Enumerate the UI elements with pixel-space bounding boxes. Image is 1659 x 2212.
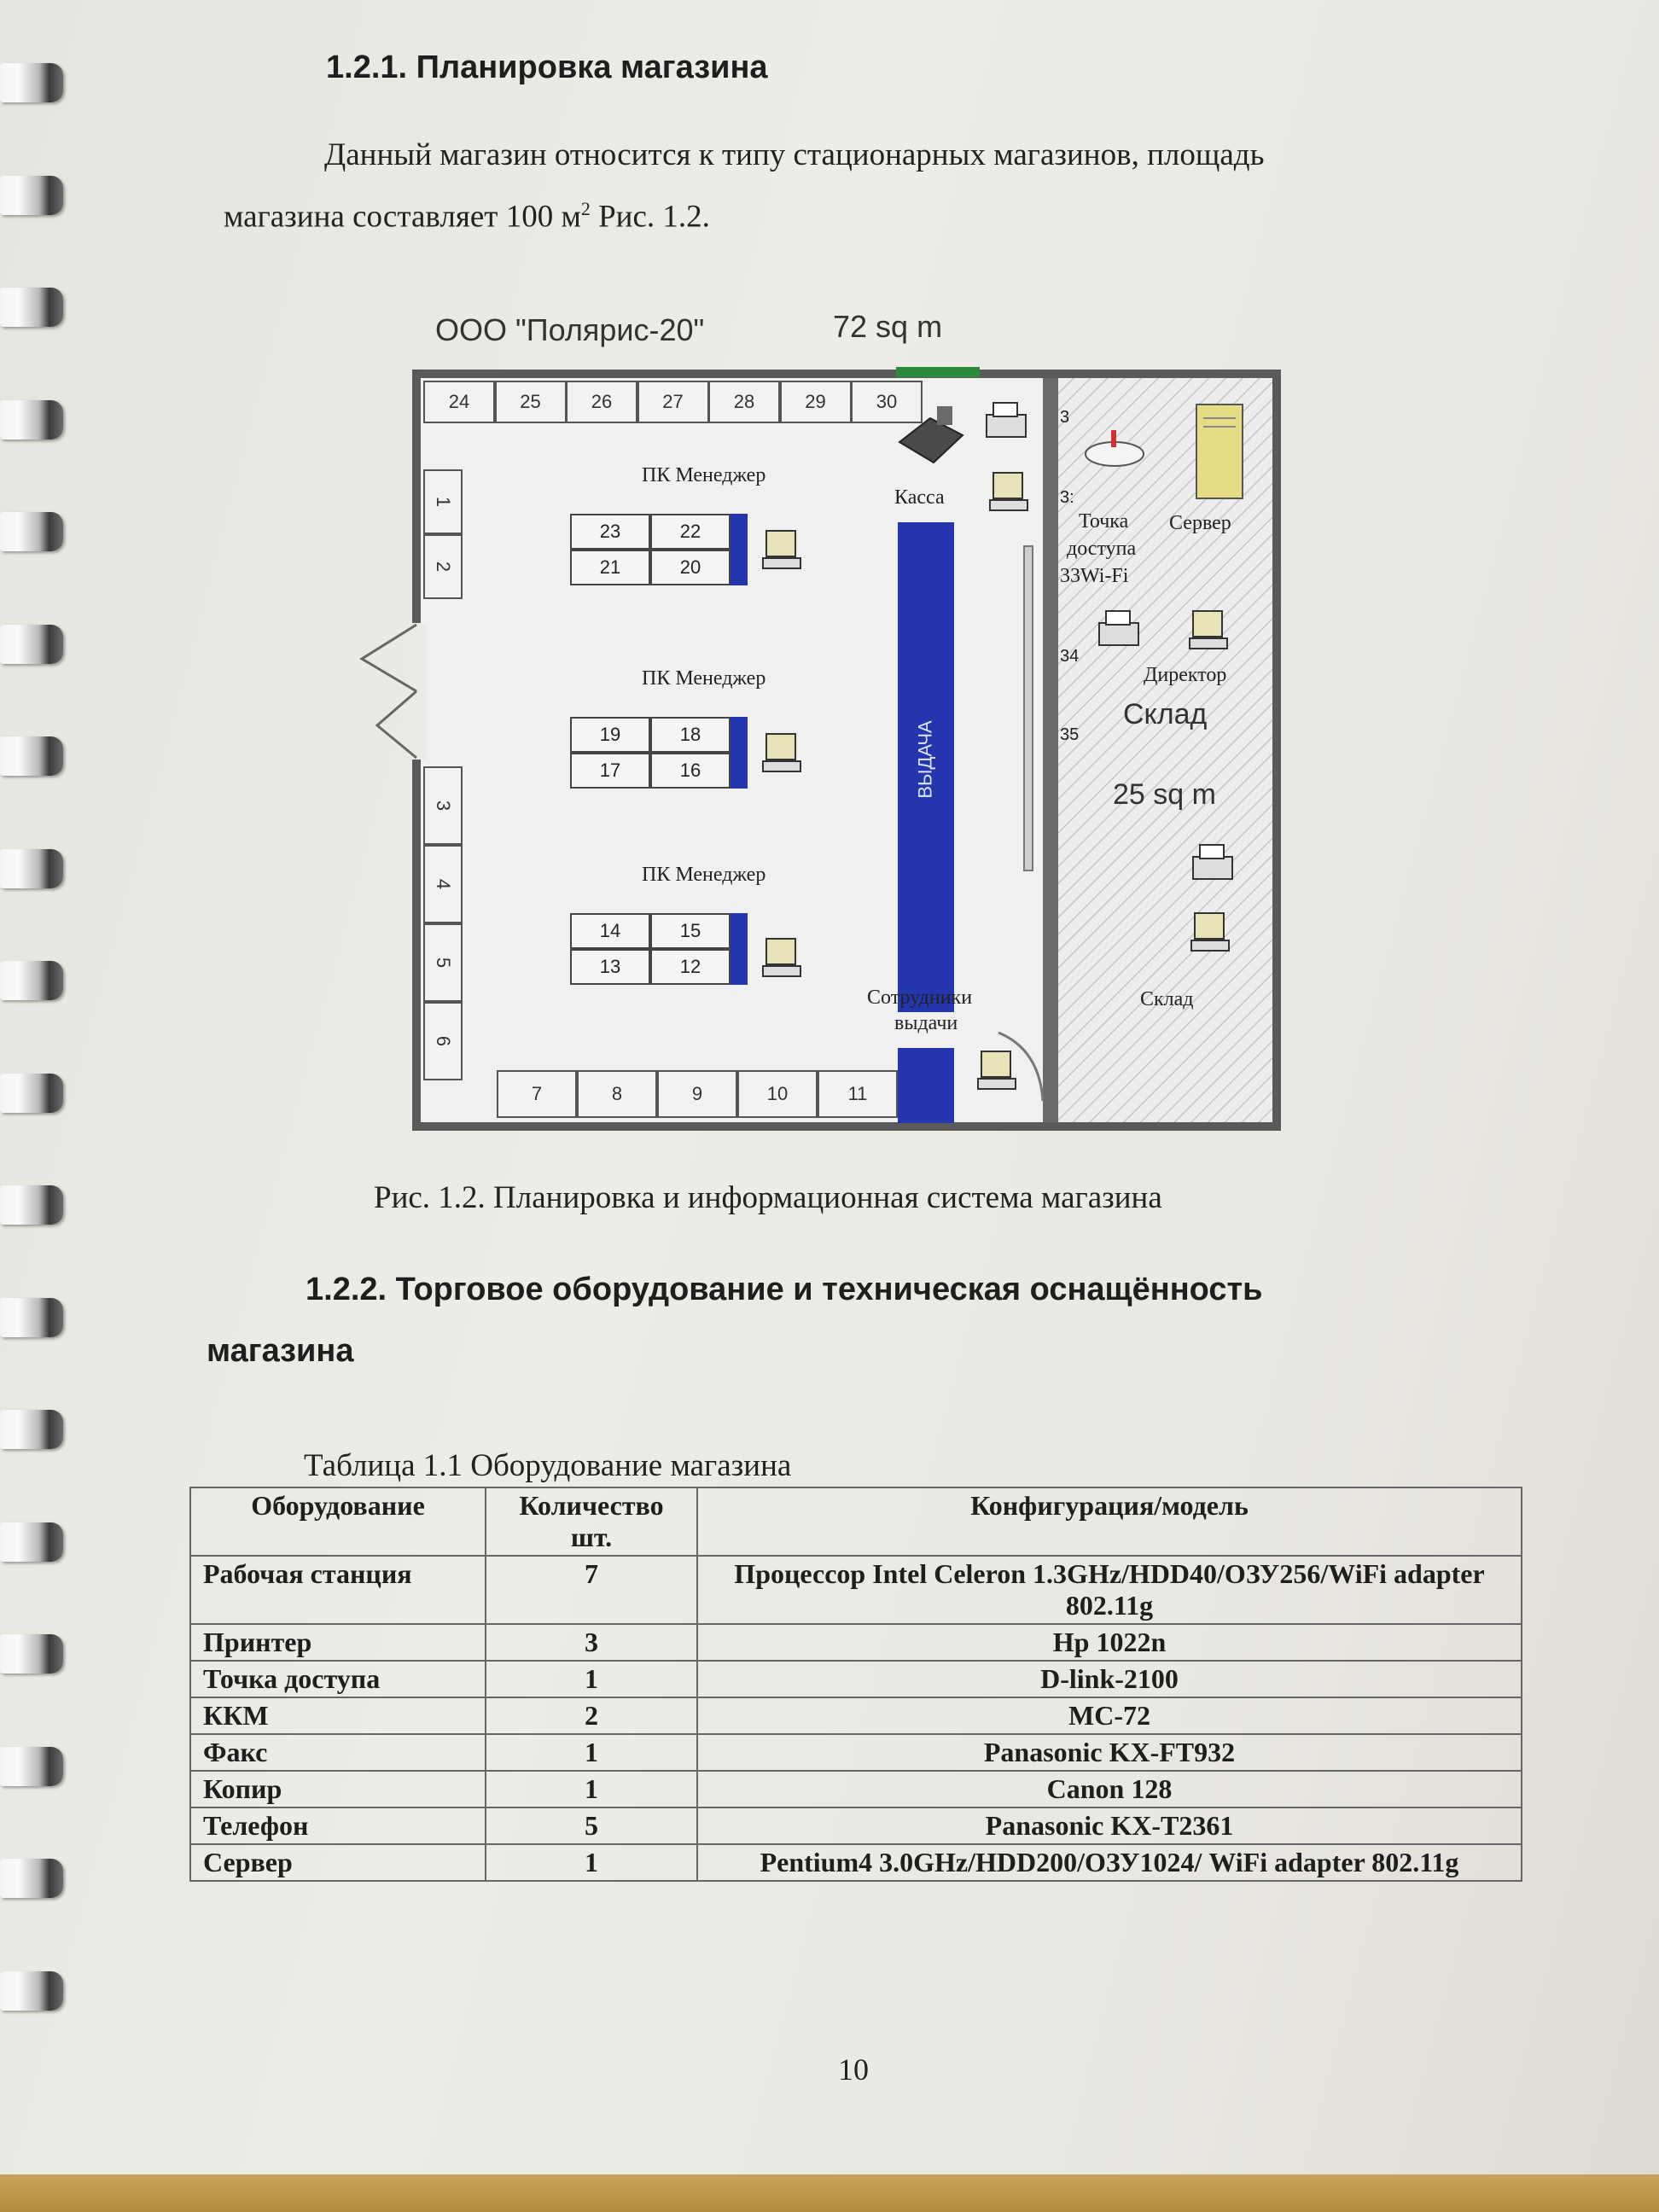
config-cell: Hp 1022n [697,1624,1522,1661]
staff-label-2: выдачи [894,1012,958,1034]
rack-cell [650,717,731,753]
director-label: Директор [1144,664,1227,686]
intro-line-2-sup: 2 [580,198,591,219]
room-number-33a: 3 [1060,408,1070,427]
config-cell: МС-72 [697,1697,1522,1734]
table-row [190,1844,1522,1881]
config-cell: Canon 128 [697,1771,1522,1807]
shelf-cell-label: 9 [691,1083,703,1104]
equipment-cell: Сервер [190,1844,486,1881]
binding-ring [0,1634,63,1674]
binding-ring [0,961,63,1000]
rack-cell-label: 20 [679,556,701,578]
shelf-cell [818,1070,898,1118]
binding-ring [0,1074,63,1113]
table-row [190,1734,1522,1771]
room-number-34: 34 [1060,647,1080,666]
table-row [190,1771,1522,1807]
quantity-cell: 3 [486,1624,697,1661]
config-cell: Процессор Intel Celeron 1.3GHz/HDD40/ОЗУ256/WiFi adapter 802.11g [697,1556,1522,1624]
access-point-icon [1080,425,1157,476]
table-row [190,1624,1522,1661]
quantity-cell: 5 [486,1807,697,1844]
computer-icon [1188,906,1239,958]
entrance-gap [408,623,427,760]
table-header-row [190,1487,1522,1556]
ap-label-2: доступа [1067,538,1137,560]
shelf-cell-label: 5 [433,957,454,969]
rack-cell-label: 21 [599,556,621,578]
partition-wall [1043,378,1058,1122]
table-row [190,1697,1522,1734]
binding-ring [0,1859,63,1898]
warehouse-area-label: 25 sq m [1113,778,1216,811]
config-cell: Panasonic KX-FT932 [697,1734,1522,1771]
rack-cell [570,717,650,753]
section-heading-equipment-line2: магазина [207,1333,354,1369]
shelf-cell [423,381,495,423]
table-row [190,1807,1522,1844]
counter-label-text: ВЫДАЧА [915,720,936,799]
computer-icon [760,727,811,778]
equipment-cell: Телефон [190,1807,486,1844]
rack-cell [650,913,731,949]
rack-cell-label: 15 [679,920,701,941]
shelf-cell [423,845,463,923]
server-icon [1191,401,1246,504]
computer-icon [1186,604,1237,655]
table-title: Таблица 1.1 Оборудование магазина [304,1448,792,1483]
desk-surface [0,2174,1659,2212]
intro-line-2-text: магазина составляет 100 м [224,199,581,235]
shelf-cell-label: 2 [433,561,454,573]
table-row [190,1661,1522,1697]
binding-ring [0,1410,63,1449]
warehouse-small-label: Склад [1140,988,1194,1010]
fax-icon [1188,840,1239,888]
server-label: Сервер [1169,512,1231,534]
shelf-cell-label: 7 [531,1083,543,1104]
intro-line-1: Данный магазин относится к типу стационарных магазинов, площадь [324,137,1265,172]
shelf-cell-label: 1 [433,496,454,508]
store-floor-plan [324,299,1289,1144]
config-cell: Panasonic KX-T2361 [697,1807,1522,1844]
shelf-cell [423,1002,463,1080]
rack-cell-label: 18 [679,724,701,745]
computer-icon [760,524,811,575]
binding-ring [0,1185,63,1225]
rack-cell [650,949,731,985]
intro-line-2-end: Рис. 1.2. [590,199,710,235]
company-name: ООО "Полярис-20" [435,312,705,347]
quantity-cell: 1 [486,1661,697,1697]
shelf-cell [423,469,463,534]
room-number-33b: 3: [1060,488,1074,507]
config-cell: Pentium4 3.0GHz/HDD200/ОЗУ1024/ WiFi adapter 802.11g [697,1844,1522,1881]
computer-icon [987,466,1038,517]
rack-cell [570,949,650,985]
ap-label-3: 33Wi-Fi [1060,565,1129,587]
shelf-cell-label: 11 [847,1083,868,1104]
header-quantity: Количество шт. [486,1487,697,1556]
rack-cell-label: 23 [599,521,621,542]
shelf-cell [737,1070,818,1118]
binding-ring [0,288,63,327]
staff-label-1: Сотрудники [867,987,973,1009]
computer-icon [760,932,811,983]
equipment-cell: Копир [190,1771,486,1807]
rack-end-bar [731,913,748,985]
config-cell: D-link-2100 [697,1661,1522,1697]
rack-cell-label: 17 [599,760,621,781]
ap-label-1: Точка [1079,510,1129,533]
room-number-35: 35 [1060,725,1080,744]
equipment-cell: Точка доступа [190,1661,486,1697]
binding-ring [0,1522,63,1562]
equipment-cell: Рабочая станция [190,1556,486,1624]
rack-cell-label: 14 [599,920,621,941]
rack-cell [570,913,650,949]
shelf-cell-label: 28 [733,391,755,412]
rack-cell-label: 13 [599,956,621,977]
counter-bar-lower [898,1048,954,1123]
section-heading-layout: 1.2.1. Планировка магазина [326,49,768,85]
shelf-cell-label: 27 [662,391,684,412]
rack-cell [650,753,731,789]
shelf-cell [577,1070,657,1118]
rack-cell [570,550,650,585]
shelf-cell-label: 4 [433,878,454,890]
rack-cell [570,514,650,550]
shelf-cell [423,923,463,1002]
rack-end-bar [731,717,748,789]
shelf-cell-label: 29 [805,391,826,412]
binding-ring [0,63,63,102]
quantity-cell: 1 [486,1771,697,1807]
shelf-cell-label: 8 [611,1083,623,1104]
rack-cell-label: 12 [679,956,701,977]
equipment-table [189,1487,1522,1882]
quantity-cell: 1 [486,1734,697,1771]
rack-label: ПК Менеджер [642,864,766,886]
warehouse-title: Склад [1123,698,1208,731]
sales-area-label: 72 sq m [833,309,943,344]
section-heading-equipment-line1: 1.2.2. Торговое оборудование и техническая оснащённость [306,1272,1263,1307]
shelf-cell-label: 25 [520,391,541,412]
fax-icon [1094,606,1145,654]
table-row [190,1556,1522,1624]
shelf-cell-label: 26 [591,391,613,412]
shelf-cell-label: 3 [433,800,454,812]
header-equipment: Оборудование [190,1487,486,1556]
binding-ring [0,849,63,888]
intro-line-2 [224,198,710,235]
binding-ring [0,400,63,439]
shelf-cell [780,381,852,423]
binding-ring [0,176,63,215]
quantity-cell: 7 [486,1556,697,1624]
table-body [190,1556,1522,1881]
binding-ring [0,1747,63,1786]
header-config: Конфигурация/модель [697,1487,1522,1556]
equipment-cell: Факс [190,1734,486,1771]
rack-label: ПК Менеджер [642,667,766,690]
computer-icon [975,1045,1026,1096]
shelf-cell [423,534,463,599]
quantity-cell: 1 [486,1844,697,1881]
rack-cell [650,550,731,585]
door-marker [896,367,980,377]
shelf-cell-label: 6 [433,1035,454,1047]
shelf-cell-label: 10 [766,1083,789,1104]
figure-caption: Рис. 1.2. Планировка и информационная система магазина [374,1180,1162,1215]
kassa-label: Касса [894,486,945,509]
equipment-cell: ККМ [190,1697,486,1734]
shelf-cell-label: 30 [876,391,898,412]
counter-label [898,717,954,802]
shelf-cell [423,766,463,845]
shelf-cell-label: 24 [448,391,470,412]
shelf-cell [495,381,567,423]
shelf-cell [708,381,780,423]
rack-label: ПК Менеджер [642,464,766,486]
rack-cell-label: 22 [679,521,701,542]
shelf-cell [566,381,637,423]
rack-cell-label: 16 [679,760,701,781]
shelf-cell [637,381,709,423]
fax-icon [981,398,1033,445]
rack-cell-label: 19 [599,724,621,745]
binding-ring [0,1971,63,2011]
rack-end-bar [731,514,748,585]
binding-ring [0,736,63,776]
rack-cell [570,753,650,789]
binding-ring [0,1298,63,1337]
cash-register-icon [896,401,973,469]
page-number: 10 [838,2052,869,2087]
shelf-cell [657,1070,737,1118]
binding-ring [0,625,63,664]
rack-cell [650,514,731,550]
shelf-cell [497,1070,577,1118]
inner-wall [1024,546,1033,870]
binding-ring [0,512,63,551]
quantity-cell: 2 [486,1697,697,1734]
equipment-cell: Принтер [190,1624,486,1661]
